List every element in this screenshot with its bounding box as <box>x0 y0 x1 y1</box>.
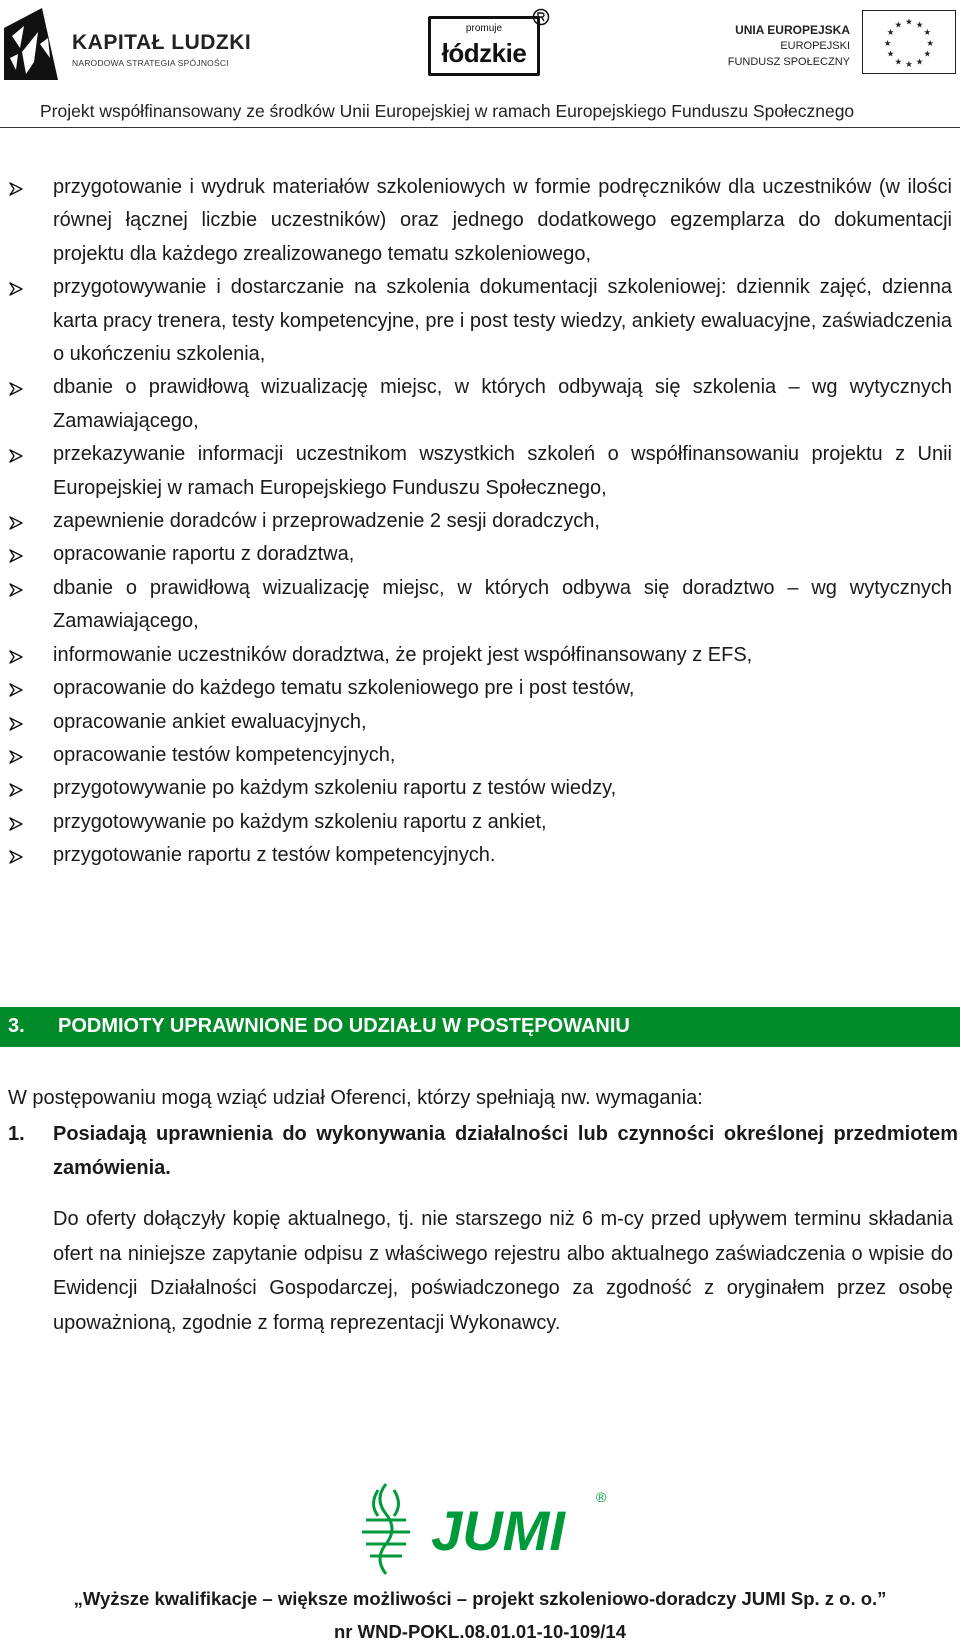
header-divider <box>0 127 960 128</box>
arrowhead-bullet-icon <box>9 783 23 797</box>
arrowhead-bullet-icon <box>9 449 23 463</box>
svg-text:★: ★ <box>915 19 924 30</box>
eu-line3: FUNDUSZ SPOŁECZNY <box>727 56 850 68</box>
eu-line1: UNIA EUROPEJSKA <box>735 23 850 37</box>
arrowhead-bullet-icon <box>9 549 23 563</box>
list-item-text: przygotowywanie po każdym szkoleniu raportu z testów wiedzy, <box>53 777 617 800</box>
funding-statement: Projekt współfinansowany ze środków Unii Europejskiej w ramach Europejskiego Funduszu Społecznego <box>40 101 855 121</box>
svg-text:★: ★ <box>926 37 935 48</box>
list-item <box>0 839 960 872</box>
list-item-text: dbanie o prawidłową wizualizację miejsc, w których odbywają się szkolenia – wg wytycznych Zamawiającego, <box>53 376 952 432</box>
list-item-text: opracowanie testów kompetencyjnych, <box>53 743 396 766</box>
list-item-text: zapewnienie doradców i przeprowadzenie 2 sesji doradczych, <box>53 510 600 533</box>
list-item-text: dbanie o prawidłową wizualizację miejsc, w których odbywa się doradztwo – wg wytycznych Zamawiającego, <box>53 576 952 633</box>
logo-bar <box>0 0 960 100</box>
task-list <box>0 171 960 873</box>
jumi-logo-text: JUMI <box>431 1499 565 1562</box>
requirement-title: Posiadają uprawnienia do wykonywania działalności lub czynności określonej przedmiotem zamówienia. <box>53 1123 958 1179</box>
eu-logo <box>720 10 956 76</box>
list-item <box>0 806 960 839</box>
arrowhead-bullet-icon <box>9 850 23 864</box>
footer-project-number: nr WND-POKL.08.01.01-10-109/14 <box>333 1621 626 1642</box>
lodzkie-small-text: promuje <box>465 23 503 34</box>
list-item-text: przygotowywanie po każdym szkoleniu raportu z ankiet, <box>53 810 547 833</box>
list-item <box>0 438 960 505</box>
arrowhead-bullet-icon <box>9 382 23 396</box>
list-item-text: przygotowanie raportu z testów kompetencyjnych. <box>53 844 496 867</box>
requirement-number: 1. <box>8 1123 25 1145</box>
list-item <box>0 171 960 271</box>
arrowhead-bullet-icon <box>9 516 23 530</box>
svg-text:★: ★ <box>886 48 895 59</box>
svg-text:★: ★ <box>894 56 903 67</box>
svg-text:★: ★ <box>915 56 924 67</box>
svg-text:★: ★ <box>883 37 892 48</box>
svg-text:★: ★ <box>894 19 903 30</box>
arrowhead-bullet-icon <box>9 282 23 296</box>
kapital-ludzki-logo <box>4 8 274 80</box>
list-item <box>0 538 960 571</box>
footer-project-title: „Wyższe kwalifikacje – większe możliwości – projekt szkoleniowo-doradczy JUMI Sp. z o. o.” <box>73 1588 887 1609</box>
svg-text:★: ★ <box>886 27 895 38</box>
list-item-text: informowanie uczestników doradztwa, że projekt jest współfinansowany z EFS, <box>53 643 753 666</box>
arrowhead-bullet-icon <box>9 817 23 831</box>
eu-flag-icon <box>862 10 956 74</box>
arrowhead-bullet-icon <box>9 717 23 731</box>
list-item <box>0 672 960 705</box>
svg-text:★: ★ <box>905 16 913 27</box>
requirement-body: Do oferty dołączyły kopię aktualnego, tj. nie starszego niż 6 m-cy przed upływem terminu składania ofert na niniejsze zapytanie odpisu z właściwego rejestru albo aktualnego zaświadczenia o wpisie do Ewidencji Działalności Gospodarczej, poświadczonego za zgodność z oryginałem przez osobę upoważnioną, zgodnie z formą reprezentacji Wykonawcy. <box>53 1208 953 1334</box>
list-item-text: opracowanie ankiet ewaluacyjnych, <box>53 710 367 733</box>
arrowhead-bullet-icon <box>9 683 23 697</box>
section-title: PODMIOTY UPRAWNIONE DO UDZIAŁU W POSTĘPOWANIU <box>58 1015 630 1037</box>
svg-text:®: ® <box>596 1489 607 1505</box>
kapital-ludzki-subtitle: NARODOWA STRATEGIA SPÓJNOŚCI <box>72 58 229 68</box>
eu-line2: EUROPEJSKI <box>780 40 850 52</box>
list-item-text: opracowanie raportu z doradztwa, <box>53 543 355 566</box>
registered-mark-icon <box>532 8 550 26</box>
list-item <box>0 371 960 438</box>
svg-text:★: ★ <box>923 27 932 38</box>
arrowhead-bullet-icon <box>9 650 23 664</box>
list-item <box>0 271 960 371</box>
kapital-ludzki-mark-icon <box>4 8 58 80</box>
promuje-lodzkie-logo <box>428 8 550 76</box>
arrowhead-bullet-icon <box>9 182 23 196</box>
lodzkie-big-text: łódzkie <box>441 38 527 68</box>
kapital-ludzki-title: KAPITAŁ LUDZKI <box>72 31 252 54</box>
list-item-text: przekazywanie informacji uczestnikom wszystkich szkoleń o współfinansowaniu projektu z Unii Europejskiej w ramach Europejskiego Funduszu Społecznego, <box>53 443 952 499</box>
list-item <box>0 505 960 538</box>
list-item <box>0 739 960 772</box>
arrowhead-bullet-icon <box>9 750 23 764</box>
list-item <box>0 772 960 805</box>
section-heading <box>0 1007 960 1047</box>
list-item-text: przygotowanie i wydruk materiałów szkoleniowych w formie podręczników dla uczestników (w ilości równej łącznej liczbie uczestników) oraz jednego dodatkowego egzemplarza do dokumentacji projektu dla każdego zrealizowanego tematu szkoleniowego, <box>53 176 952 265</box>
list-item-text: przygotowywanie i dostarczanie na szkolenia dokumentacji szkoleniowej: dziennik zajęć, dzienna karta pracy trenera, testy kompetencyjne, pre i post testy wiedzy, ankiety ewaluacyjne, zaświadczenia o ukończeniu szkolenia, <box>53 276 952 366</box>
list-item <box>0 706 960 739</box>
section-number: 3. <box>8 1015 25 1037</box>
jumi-logo <box>348 1480 612 1576</box>
list-item-text: opracowanie do każdego tematu szkoleniowego pre i post testów, <box>53 677 635 700</box>
arrowhead-bullet-icon <box>9 583 23 597</box>
svg-text:★: ★ <box>923 48 932 59</box>
list-item <box>0 639 960 672</box>
intro-text: W postępowaniu mogą wziąć udział Oferenci, którzy spełniają nw. wymagania: <box>8 1087 703 1109</box>
list-item <box>0 572 960 639</box>
svg-text:★: ★ <box>905 59 913 70</box>
